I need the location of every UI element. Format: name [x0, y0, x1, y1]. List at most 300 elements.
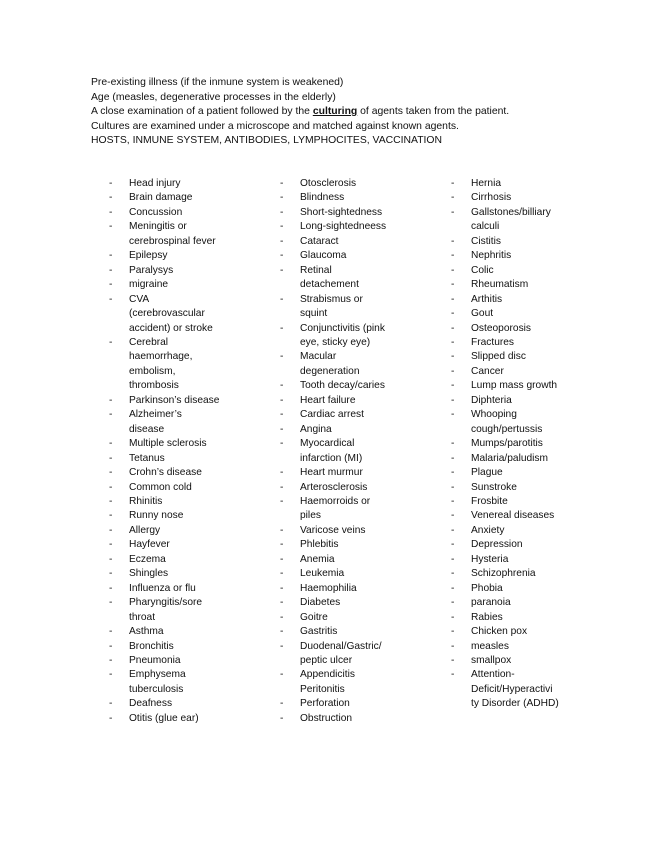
disease-name: Shingles — [129, 568, 169, 580]
disease-name: Phlebitis — [300, 539, 339, 551]
disease-name-continued: piles — [300, 510, 321, 522]
disease-list-item — [280, 712, 400, 726]
disease-list-item — [451, 249, 566, 263]
disease-name: Osteoporosis — [471, 322, 532, 334]
disease-list-item — [109, 408, 224, 437]
bullet-dash: - — [280, 626, 284, 638]
bullet-dash: - — [451, 380, 455, 392]
disease-list-item — [280, 249, 400, 263]
disease-name: Retinal — [300, 264, 332, 276]
bullet-dash: - — [109, 524, 113, 536]
disease-list-item — [451, 495, 566, 509]
disease-list-item — [280, 264, 400, 293]
disease-name: Rhinitis — [129, 495, 163, 507]
disease-name: Cancer — [471, 365, 504, 377]
disease-name: Meningitis or — [129, 221, 187, 233]
disease-name: Otitis (glue ear) — [129, 712, 199, 724]
disease-name: Nephritis — [471, 250, 512, 262]
disease-name-continued: calculi — [471, 221, 500, 233]
bullet-dash: - — [451, 438, 455, 450]
bullet-dash: - — [109, 192, 113, 204]
bullet-dash: - — [451, 308, 455, 320]
disease-name: Haemorroids or — [300, 495, 371, 507]
bullet-dash: - — [451, 409, 455, 421]
disease-list-item — [451, 394, 566, 408]
disease-list-item — [109, 278, 224, 292]
disease-name: Emphysema — [129, 669, 186, 681]
bullet-dash: - — [451, 553, 455, 565]
disease-list-item — [451, 481, 566, 495]
disease-name: paranoia — [471, 597, 511, 609]
disease-list-column-2 — [280, 177, 400, 726]
bullet-dash: - — [451, 597, 455, 609]
disease-list-item — [451, 466, 566, 480]
disease-name: Colic — [471, 264, 494, 276]
disease-name: Sunstroke — [471, 481, 517, 493]
disease-list-item — [280, 640, 400, 669]
disease-name: Asthma — [129, 626, 164, 638]
bullet-dash: - — [451, 250, 455, 262]
disease-list-item — [280, 611, 400, 625]
disease-name: Hysteria — [471, 553, 509, 565]
bullet-dash: - — [451, 365, 455, 377]
disease-name: Allergy — [129, 524, 161, 536]
disease-list-item — [451, 278, 566, 292]
disease-name: Runny nose — [129, 510, 184, 522]
disease-list-item — [451, 596, 566, 610]
bullet-dash: - — [109, 264, 113, 276]
bullet-dash: - — [280, 250, 284, 262]
disease-name: Gastritis — [300, 626, 338, 638]
bullet-dash: - — [280, 539, 284, 551]
bullet-dash: - — [280, 264, 284, 276]
culturing-emphasis: culturing — [312, 106, 358, 117]
disease-name-continued: degeneration — [300, 365, 360, 377]
disease-list-item — [280, 394, 400, 408]
bullet-dash: - — [109, 394, 113, 406]
disease-name: Perforation — [300, 698, 350, 710]
bullet-dash: - — [451, 568, 455, 580]
disease-name: Angina — [300, 423, 332, 435]
disease-list-item — [109, 249, 224, 263]
disease-list-item — [109, 466, 224, 480]
disease-name: Pharyngitis/sore — [129, 597, 203, 609]
disease-name: Haemophilia — [300, 582, 357, 594]
disease-name: Multiple sclerosis — [129, 438, 207, 450]
disease-name: Cerebral — [129, 336, 169, 348]
bullet-dash: - — [280, 409, 284, 421]
bullet-dash: - — [109, 279, 113, 291]
disease-list-item — [109, 336, 224, 394]
disease-name: Myocardical — [300, 438, 355, 450]
bullet-dash: - — [109, 409, 113, 421]
disease-list-item — [280, 553, 400, 567]
disease-list-item — [280, 235, 400, 249]
disease-name: Appendicitis — [300, 669, 355, 681]
disease-list-item — [280, 293, 400, 322]
intro-line-preexisting: Pre-existing illness (if the inmune system is weakened) — [91, 77, 344, 88]
disease-name: Conjunctivitis (pink — [300, 322, 385, 334]
disease-list-item — [280, 697, 400, 711]
disease-list-item — [451, 408, 566, 437]
disease-list-item — [451, 668, 566, 711]
intro-line-keywords: HOSTS, INMUNE SYSTEM, ANTIBODIES, LYMPHOCITES, VACCINATION — [91, 135, 443, 146]
bullet-dash: - — [451, 669, 455, 681]
disease-name: Paralysys — [129, 264, 174, 276]
disease-name-continued: eye, sticky eye) — [300, 336, 371, 348]
disease-name: Slipped disc — [471, 351, 526, 363]
bullet-dash: - — [451, 582, 455, 594]
disease-list-item — [451, 452, 566, 466]
disease-name: Cardiac arrest — [300, 409, 364, 421]
bullet-dash: - — [280, 669, 284, 681]
bullet-dash: - — [280, 293, 284, 305]
intro-line-examination-start: A close examination of a patient followed by the — [91, 106, 313, 117]
disease-list-item — [451, 640, 566, 654]
disease-list-item — [451, 654, 566, 668]
bullet-dash: - — [451, 467, 455, 479]
disease-name: Frosbite — [471, 495, 508, 507]
disease-name: Macular — [300, 351, 337, 363]
bullet-dash: - — [109, 467, 113, 479]
disease-name: Parkinson’s disease — [129, 394, 220, 406]
bullet-dash: - — [280, 394, 284, 406]
disease-name-continued: cough/pertussis — [471, 423, 543, 435]
disease-name: Cirrhosis — [471, 192, 512, 204]
disease-list-item — [451, 524, 566, 538]
disease-name: Arterosclerosis — [300, 481, 368, 493]
disease-name-continued: throat — [129, 611, 156, 623]
disease-list-item — [451, 582, 566, 596]
disease-name: Brain damage — [129, 192, 193, 204]
disease-name: Rheumatism — [471, 279, 529, 291]
disease-name: Gout — [471, 308, 494, 320]
bullet-dash: - — [109, 539, 113, 551]
disease-list-item — [109, 220, 224, 249]
disease-list-item — [280, 423, 400, 437]
bullet-dash: - — [451, 640, 455, 652]
bullet-dash: - — [451, 206, 455, 218]
disease-name: Tooth decay/caries — [300, 380, 385, 392]
bullet-dash: - — [109, 510, 113, 522]
bullet-dash: - — [451, 235, 455, 247]
bullet-dash: - — [451, 452, 455, 464]
bullet-dash: - — [109, 698, 113, 710]
disease-list-item — [109, 177, 224, 191]
disease-list-item — [109, 293, 224, 336]
disease-name: Long-sightedneess — [300, 221, 387, 233]
bullet-dash: - — [451, 322, 455, 334]
disease-name: Concussion — [129, 206, 183, 218]
disease-name-continued: haemorrhage, — [129, 351, 193, 363]
disease-list-item — [280, 582, 400, 596]
bullet-dash: - — [451, 495, 455, 507]
bullet-dash: - — [451, 293, 455, 305]
bullet-dash: - — [109, 293, 113, 305]
disease-name: Strabismus or — [300, 293, 363, 305]
disease-list-item — [451, 611, 566, 625]
bullet-dash: - — [109, 553, 113, 565]
disease-name: Plague — [471, 467, 503, 479]
disease-name-continued: cerebrospinal fever — [129, 235, 216, 247]
disease-name: Heart failure — [300, 394, 356, 406]
bullet-dash: - — [109, 626, 113, 638]
disease-list-item — [451, 206, 566, 235]
disease-list-item — [109, 394, 224, 408]
disease-name-continued: squint — [300, 308, 328, 320]
disease-list-item — [280, 379, 400, 393]
disease-name: Bronchitis — [129, 640, 174, 652]
disease-list-item — [451, 322, 566, 336]
disease-name: Anxiety — [471, 524, 505, 536]
disease-name: Deafness — [129, 698, 173, 710]
disease-list-item — [451, 235, 566, 249]
disease-list-item — [109, 452, 224, 466]
bullet-dash: - — [280, 698, 284, 710]
disease-list-item — [109, 509, 224, 523]
disease-name: Eczema — [129, 553, 166, 565]
disease-list-item — [280, 481, 400, 495]
bullet-dash: - — [451, 524, 455, 536]
bullet-dash: - — [451, 654, 455, 666]
disease-list-item — [109, 524, 224, 538]
disease-list-item — [109, 206, 224, 220]
disease-list-item — [451, 625, 566, 639]
disease-list-item — [109, 538, 224, 552]
disease-name: Heart murmur — [300, 467, 363, 479]
bullet-dash: - — [109, 654, 113, 666]
bullet-dash: - — [280, 582, 284, 594]
disease-list-item — [280, 191, 400, 205]
disease-name-continued: Deficit/Hyperactivi — [471, 683, 553, 695]
disease-name: Attention- — [471, 669, 515, 681]
intro-line-cultures: Cultures are examined under a microscope and matched against known agents. — [91, 120, 459, 132]
bullet-dash: - — [451, 626, 455, 638]
disease-name: Pneumonia — [129, 654, 181, 666]
bullet-dash: - — [109, 582, 113, 594]
disease-name-continued: tuberculosis — [129, 683, 184, 695]
disease-list-item — [109, 668, 224, 697]
bullet-dash: - — [109, 669, 113, 681]
disease-list-item — [451, 538, 566, 552]
disease-name: Fractures — [471, 336, 515, 348]
bullet-dash: - — [280, 611, 284, 623]
disease-list-item — [109, 481, 224, 495]
disease-name: Influenza or flu — [129, 582, 196, 594]
disease-list-item — [109, 567, 224, 581]
disease-list-item — [109, 654, 224, 668]
disease-name: Anemia — [300, 553, 335, 565]
disease-list-item — [280, 625, 400, 639]
disease-list-item — [109, 437, 224, 451]
disease-name-continued: (cerebrovascular — [129, 308, 205, 320]
bullet-dash: - — [451, 481, 455, 493]
bullet-dash: - — [109, 481, 113, 493]
disease-list-item — [451, 553, 566, 567]
disease-list-item — [280, 668, 400, 697]
bullet-dash: - — [280, 553, 284, 565]
disease-name: Mumps/parotitis — [471, 438, 543, 450]
bullet-dash: - — [109, 568, 113, 580]
disease-name: Venereal diseases — [471, 510, 555, 522]
disease-list-item — [280, 220, 400, 234]
disease-list-item — [451, 567, 566, 581]
disease-list-item — [451, 350, 566, 364]
disease-list-item — [451, 191, 566, 205]
bullet-dash: - — [451, 394, 455, 406]
bullet-dash: - — [451, 279, 455, 291]
disease-list-item — [109, 264, 224, 278]
intro-line-examination — [91, 105, 631, 120]
bullet-dash: - — [109, 206, 113, 218]
bullet-dash: - — [280, 481, 284, 493]
disease-name: measles — [471, 640, 509, 652]
bullet-dash: - — [280, 524, 284, 536]
disease-name: CVA — [129, 293, 150, 305]
disease-list-item — [109, 640, 224, 654]
disease-list-item — [451, 365, 566, 379]
disease-name: Common cold — [129, 481, 192, 493]
disease-name: Goitre — [300, 611, 328, 623]
bullet-dash: - — [109, 438, 113, 450]
disease-name: Schizophrenia — [471, 568, 536, 580]
disease-name: Lump mass growth — [471, 380, 558, 392]
disease-list-item — [280, 538, 400, 552]
disease-name: Cataract — [300, 235, 339, 247]
bullet-dash: - — [109, 495, 113, 507]
disease-name-continued: accident) or stroke — [129, 322, 213, 334]
bullet-dash: - — [451, 351, 455, 363]
disease-name: migraine — [129, 279, 169, 291]
disease-list-item — [109, 596, 224, 625]
bullet-dash: - — [280, 322, 284, 334]
disease-name: Chicken pox — [471, 626, 528, 638]
disease-list-item — [280, 495, 400, 524]
disease-name: smallpox — [471, 654, 512, 666]
bullet-dash: - — [280, 221, 284, 233]
intro-line-age: Age (measles, degenerative processes in the elderly) — [91, 91, 336, 103]
disease-list-item — [109, 712, 224, 726]
intro-line-examination-end: of agents taken from the patient. — [357, 106, 510, 117]
disease-name: Malaria/paludism — [471, 452, 549, 464]
bullet-dash: - — [109, 336, 113, 348]
disease-name: Tetanus — [129, 452, 165, 464]
disease-name-continued: embolism, — [129, 365, 176, 377]
disease-name: Rabies — [471, 611, 503, 623]
disease-name: Head injury — [129, 178, 181, 189]
disease-name-continued: Peritonitis — [300, 683, 345, 695]
disease-list-item — [280, 524, 400, 538]
disease-list-item — [109, 191, 224, 205]
bullet-dash: - — [280, 423, 284, 435]
disease-name-continued: detachement — [300, 279, 359, 291]
bullet-dash: - — [280, 495, 284, 507]
intro-block — [91, 76, 631, 149]
disease-name: Otosclerosis — [300, 178, 357, 189]
bullet-dash: - — [109, 597, 113, 609]
bullet-dash: - — [109, 712, 113, 724]
disease-name: Diphteria — [471, 394, 512, 406]
bullet-dash: - — [451, 192, 455, 204]
disease-name: Hayfever — [129, 539, 170, 551]
bullet-dash: - — [280, 380, 284, 392]
disease-list-item — [280, 322, 400, 351]
disease-list-item — [451, 437, 566, 451]
disease-list-item — [109, 697, 224, 711]
disease-name: Varicose veins — [300, 524, 366, 536]
disease-list-item — [109, 495, 224, 509]
disease-name: Cistitis — [471, 235, 501, 247]
disease-name: Crohn’s disease — [129, 467, 202, 479]
disease-name: Diabetes — [300, 597, 341, 609]
disease-name-continued: disease — [129, 423, 165, 435]
disease-name: Duodenal/Gastric/ — [300, 640, 382, 652]
bullet-dash: - — [109, 452, 113, 464]
bullet-dash: - — [109, 221, 113, 233]
disease-name: Glaucoma — [300, 250, 347, 262]
bullet-dash: - — [280, 568, 284, 580]
disease-list-item — [451, 509, 566, 523]
disease-list-item — [109, 582, 224, 596]
disease-list-item — [451, 264, 566, 278]
disease-name: Depression — [471, 539, 523, 551]
bullet-dash: - — [451, 510, 455, 522]
bullet-dash: - — [280, 640, 284, 652]
bullet-dash: - — [280, 467, 284, 479]
bullet-dash: - — [280, 351, 284, 363]
disease-name: Obstruction — [300, 712, 353, 724]
disease-list-item — [280, 466, 400, 480]
disease-list-item — [280, 206, 400, 220]
disease-name: Whooping — [471, 409, 517, 421]
disease-name: Hernia — [471, 178, 502, 189]
bullet-dash: - — [280, 712, 284, 724]
bullet-dash: - — [109, 250, 113, 262]
disease-list-item — [280, 408, 400, 422]
disease-name: Short-sightedness — [300, 206, 383, 218]
disease-list-item — [451, 379, 566, 393]
bullet-dash: - — [109, 178, 113, 189]
disease-list-item — [280, 567, 400, 581]
disease-name-continued: ty Disorder (ADHD) — [471, 698, 559, 710]
bullet-dash: - — [451, 336, 455, 348]
disease-name: Leukemia — [300, 568, 345, 580]
bullet-dash: - — [451, 178, 455, 189]
disease-list-item — [451, 177, 566, 191]
disease-name: Phobia — [471, 582, 503, 594]
disease-name-continued: infarction (MI) — [300, 452, 363, 464]
disease-name: Blindness — [300, 192, 345, 204]
bullet-dash: - — [280, 438, 284, 450]
disease-list-item — [280, 177, 400, 191]
bullet-dash: - — [109, 640, 113, 652]
disease-name-continued: peptic ulcer — [300, 654, 353, 666]
disease-list-item — [280, 596, 400, 610]
bullet-dash: - — [280, 235, 284, 247]
disease-list-item — [451, 307, 566, 321]
bullet-dash: - — [280, 192, 284, 204]
bullet-dash: - — [451, 611, 455, 623]
bullet-dash: - — [451, 539, 455, 551]
disease-name: Gallstones/billiary — [471, 206, 551, 218]
disease-list-item — [109, 553, 224, 567]
bullet-dash: - — [451, 264, 455, 276]
disease-list-item — [280, 350, 400, 379]
bullet-dash: - — [280, 597, 284, 609]
disease-list-item — [451, 336, 566, 350]
disease-list-column-3 — [451, 177, 566, 712]
disease-name: Arthitis — [471, 293, 503, 305]
